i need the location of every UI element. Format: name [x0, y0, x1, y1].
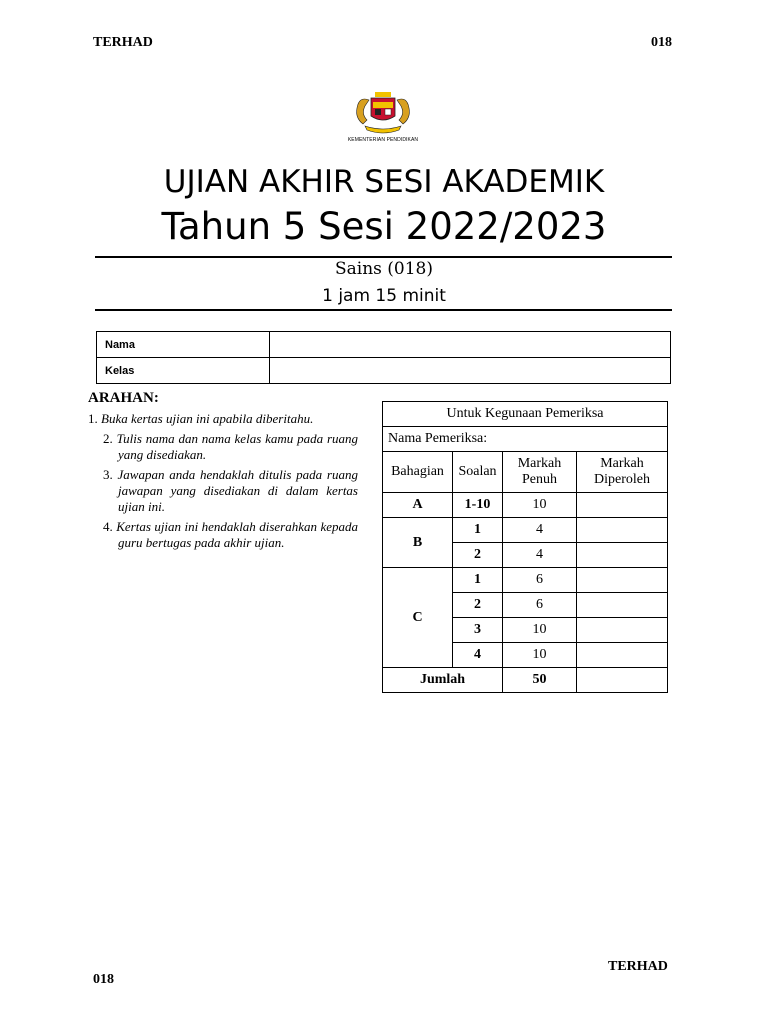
instructions-list: [88, 411, 358, 555]
examiner-marks-table: [382, 401, 668, 693]
full-marks-cell: 6: [503, 568, 577, 593]
full-marks-cell: 6: [503, 593, 577, 618]
full-marks-cell: 4: [503, 518, 577, 543]
question-cell: 4: [453, 643, 503, 668]
question-cell: 1-10: [453, 493, 503, 518]
name-field[interactable]: [270, 332, 671, 358]
instructions-title: ARAHAN:: [88, 390, 159, 406]
question-cell: 2: [453, 593, 503, 618]
header-section: Bahagian: [383, 452, 453, 493]
subject-title: Sains (018): [334, 259, 433, 279]
class-row: [97, 358, 671, 384]
total-obtained-marks[interactable]: [577, 668, 668, 693]
exam-title: UJIAN AKHIR SESI AKADEMIK: [163, 164, 605, 200]
class-field[interactable]: [270, 358, 671, 384]
divider-bottom: [95, 309, 672, 311]
question-cell: 1: [453, 568, 503, 593]
full-marks-cell: 10: [503, 493, 577, 518]
obtained-marks-cell[interactable]: [577, 593, 668, 618]
total-row: [383, 668, 668, 693]
marks-table-title: Untuk Kegunaan Pemeriksa: [383, 402, 668, 427]
malaysia-crest-logo: [349, 90, 417, 142]
class-label: Kelas: [97, 358, 270, 384]
full-marks-cell: 10: [503, 618, 577, 643]
question-cell: 1: [453, 518, 503, 543]
total-full-marks: 50: [503, 668, 577, 693]
name-row: [97, 332, 671, 358]
footer-paper-code: 018: [93, 972, 114, 987]
obtained-marks-cell[interactable]: [577, 518, 668, 543]
student-info-table: [96, 331, 671, 384]
divider-top: [95, 256, 672, 258]
header-question: Soalan: [453, 452, 503, 493]
table-row: [383, 518, 668, 543]
instruction-item: 4. Kertas ujian ini hendaklah diserahkan kepada guru bertugas pada akhir ujian.: [103, 519, 358, 550]
header-obtained-marks: Markah Diperoleh: [577, 452, 668, 493]
question-cell: 2: [453, 543, 503, 568]
crest-caption: KEMENTERIAN PENDIDIKAN: [347, 137, 419, 143]
obtained-marks-cell[interactable]: [577, 643, 668, 668]
footer-classification: TERHAD: [608, 959, 668, 974]
obtained-marks-cell[interactable]: [577, 568, 668, 593]
instruction-item: 3. Jawapan anda hendaklah ditulis pada ruang jawapan yang disediakan di dalam kertas ujian ini.: [103, 467, 358, 514]
full-marks-cell: 10: [503, 643, 577, 668]
total-label: Jumlah: [383, 668, 503, 693]
obtained-marks-cell[interactable]: [577, 543, 668, 568]
table-row: [383, 568, 668, 593]
examiner-name-label: Nama Pemeriksa:: [383, 427, 668, 452]
header-full-marks: Markah Penuh: [503, 452, 577, 493]
section-a: A: [383, 493, 453, 518]
header-paper-code: 018: [651, 35, 672, 50]
section-c: C: [383, 568, 453, 668]
exam-year-session: Tahun 5 Sesi 2022/2023: [161, 205, 607, 248]
obtained-marks-cell[interactable]: [577, 493, 668, 518]
instruction-item: 1. Buka kertas ujian ini apabila diberitahu.: [88, 411, 314, 426]
full-marks-cell: 4: [503, 543, 577, 568]
table-row: [383, 493, 668, 518]
obtained-marks-cell[interactable]: [577, 618, 668, 643]
instruction-item: 2. Tulis nama dan nama kelas kamu pada ruang yang disediakan.: [103, 431, 358, 462]
section-b: B: [383, 518, 453, 568]
question-cell: 3: [453, 618, 503, 643]
exam-duration: 1 jam 15 minit: [322, 286, 446, 306]
name-label: Nama: [97, 332, 270, 358]
header-classification: TERHAD: [93, 35, 153, 50]
